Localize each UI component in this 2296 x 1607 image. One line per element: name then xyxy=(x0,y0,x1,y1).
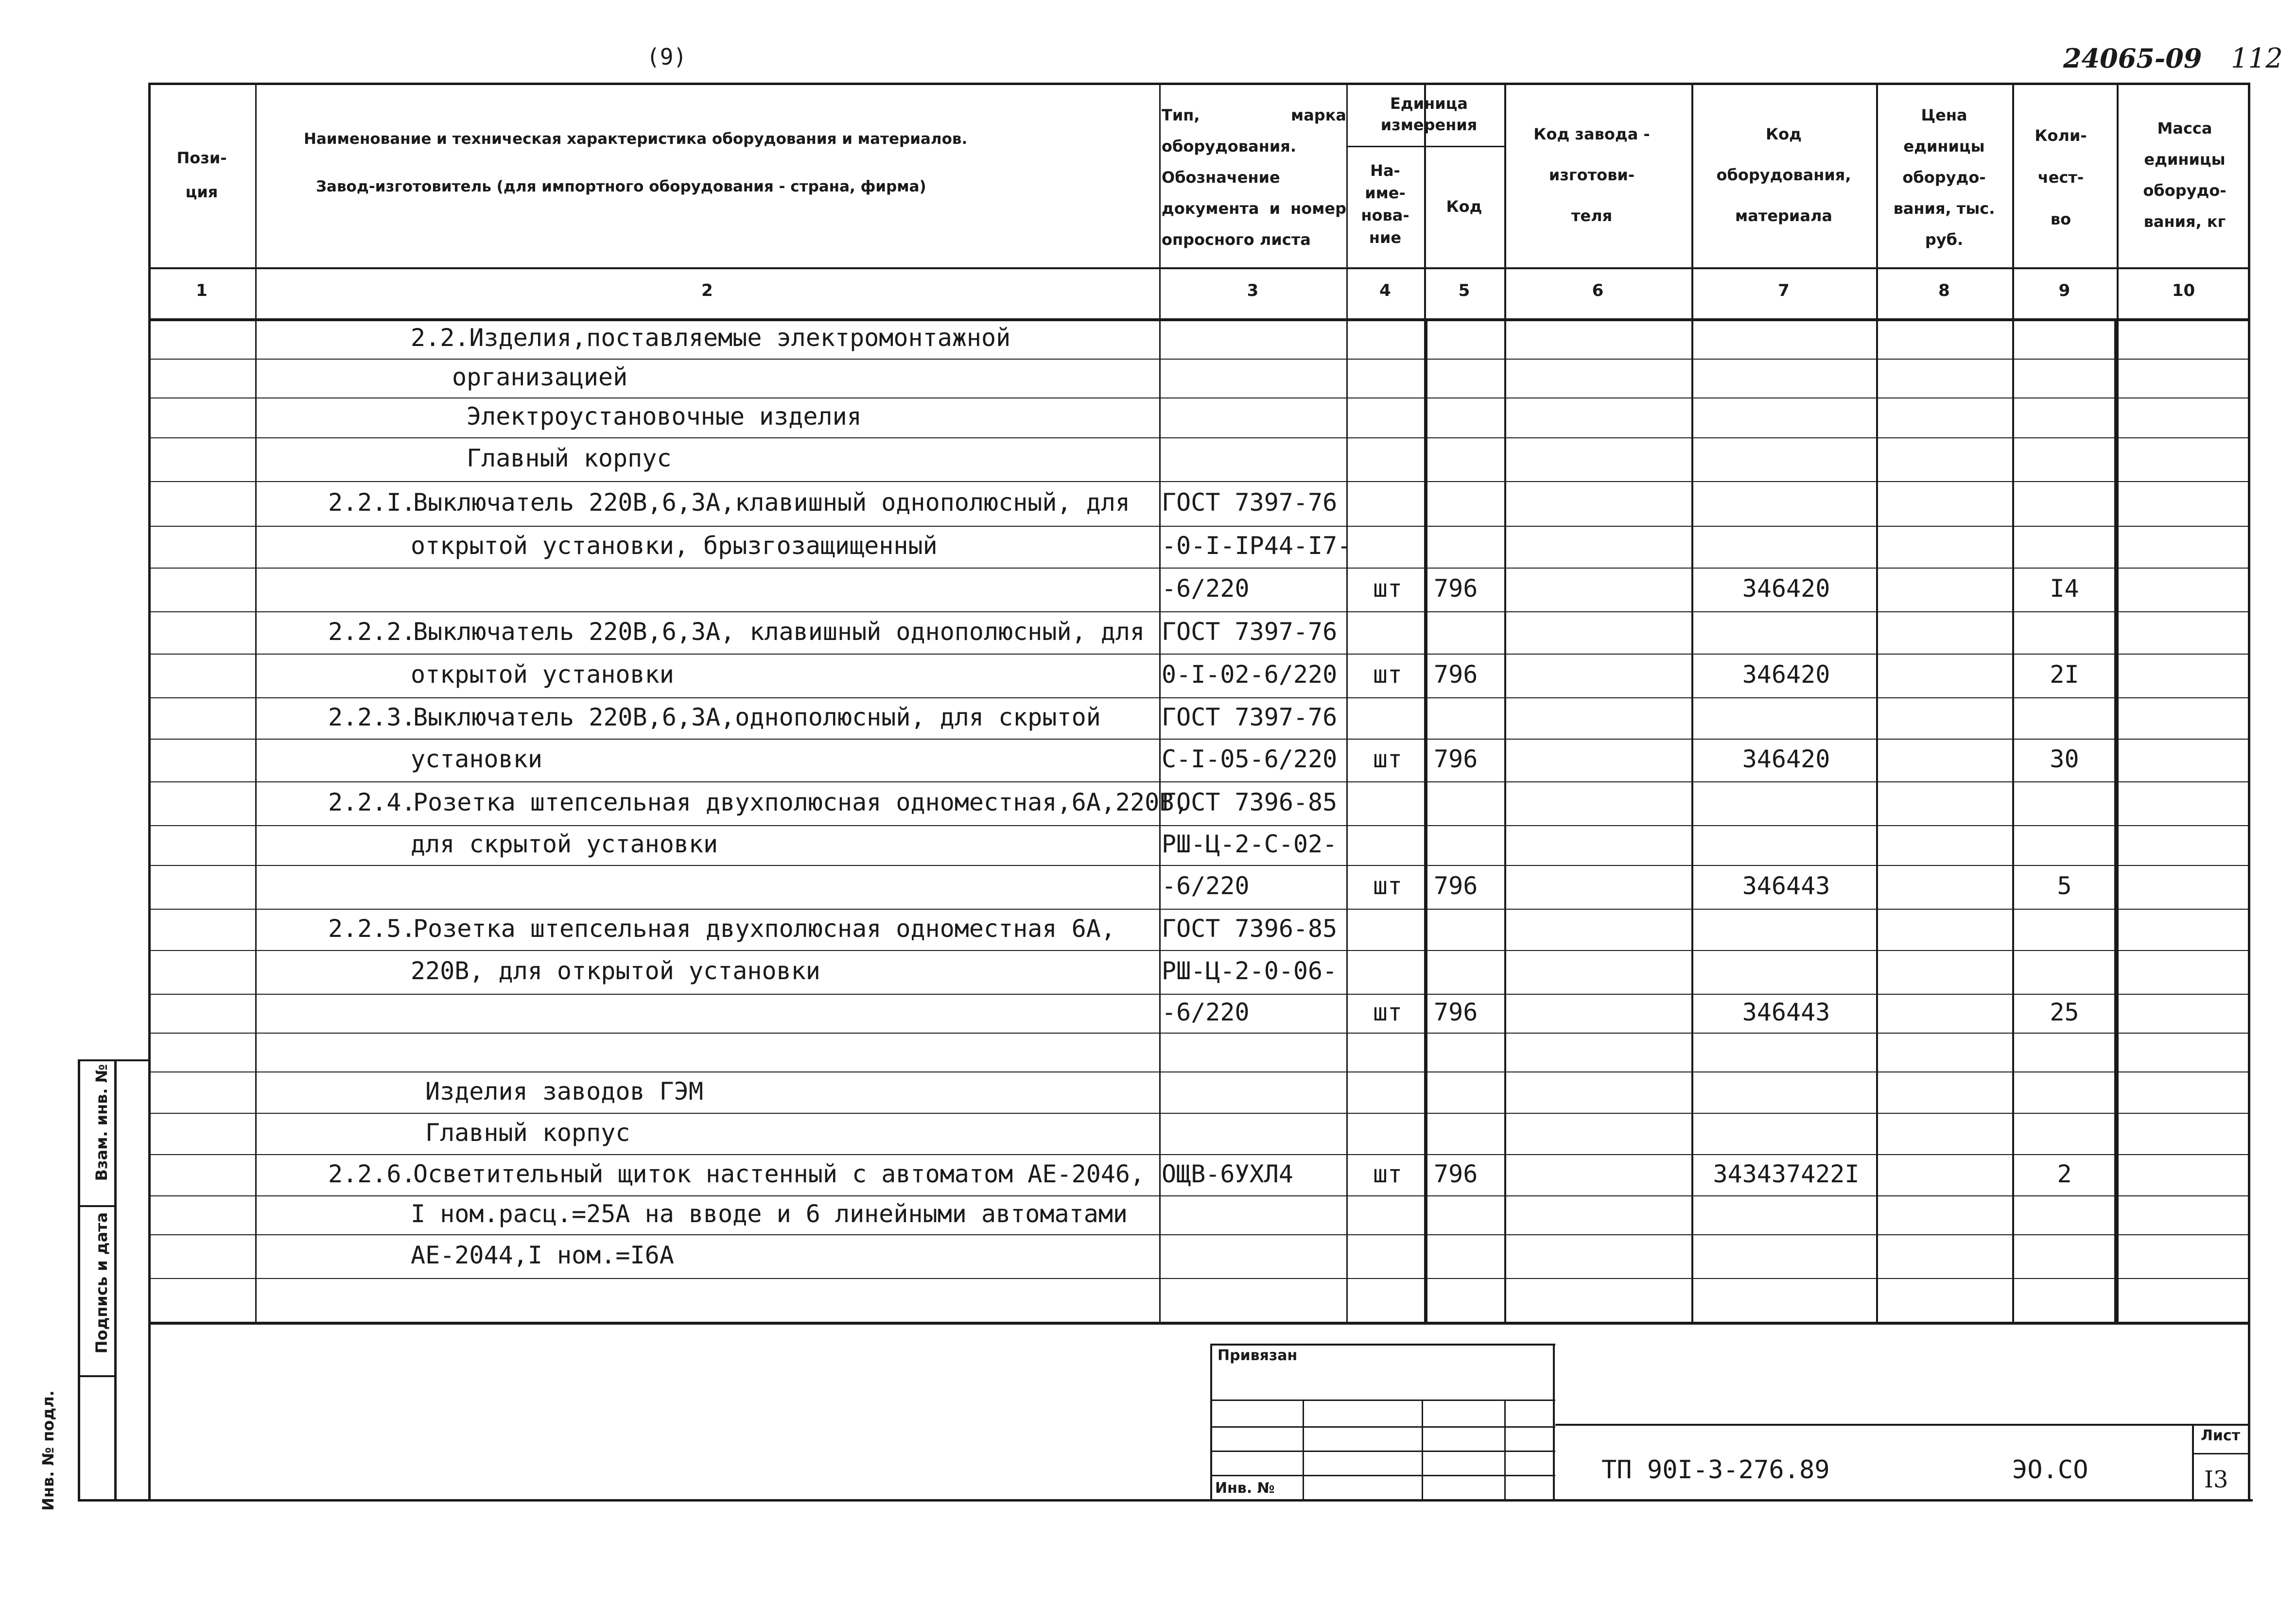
row-line xyxy=(148,739,2250,740)
row-unit-code: 796 xyxy=(1434,1159,1478,1188)
archive-page-number: 112 xyxy=(2231,43,2283,74)
column-number-3: 3 xyxy=(1247,281,1259,300)
row-name: АЕ-2044,I ном.=I6А xyxy=(411,1241,674,1269)
archive-number: 24065-09 xyxy=(2063,43,2202,74)
row-unit: шт xyxy=(1373,745,1403,773)
sheet-cell-divider xyxy=(2192,1453,2250,1454)
col-header-material-code: Код оборудования, материала xyxy=(1716,125,1851,225)
row-name: 220В, для открытой установки xyxy=(411,957,820,985)
row-type: ГОСТ 7397-76 xyxy=(1162,617,1338,646)
table-bottom-border xyxy=(148,1322,2250,1325)
column-divider xyxy=(1691,83,1693,1322)
row-quantity: 5 xyxy=(2057,872,2072,900)
col-header-mass: Масса единицы оборудо- вания, кг xyxy=(2143,119,2226,231)
row-position: 2.2.4. xyxy=(328,788,416,816)
sheet-number: I3 xyxy=(2204,1466,2228,1493)
column-number-8: 8 xyxy=(1938,281,1950,300)
row-line xyxy=(148,359,2250,360)
row-quantity: 2I xyxy=(2050,660,2079,689)
side-label-inv-podl: Инв. № подл. xyxy=(39,1390,57,1511)
row-material-code: 346443 xyxy=(1742,998,1830,1026)
page-label: (9) xyxy=(646,44,687,70)
row-material-code: 346420 xyxy=(1742,574,1830,603)
stamp-row xyxy=(1210,1451,1555,1452)
table-top-border xyxy=(148,83,2250,85)
row-unit: шт xyxy=(1373,872,1403,900)
side-strip-div2 xyxy=(78,1375,117,1377)
column-divider xyxy=(2012,83,2014,1322)
stamp-col xyxy=(1303,1400,1304,1502)
row-name: открытой установки xyxy=(411,660,674,689)
stamp-row xyxy=(1210,1475,1555,1476)
row-type: ГОСТ 7397-76 xyxy=(1162,703,1338,731)
row-name: Главный корпус xyxy=(425,1118,630,1147)
side-label-vzam-inv: Взам. инв. № xyxy=(92,1064,111,1181)
stamp-row xyxy=(1210,1426,1555,1428)
column-number-2: 2 xyxy=(701,281,713,300)
row-line xyxy=(148,1071,2250,1072)
row-line xyxy=(148,1154,2250,1155)
row-line xyxy=(148,397,2250,398)
row-unit: шт xyxy=(1373,660,1403,689)
side-label-signature-date: Подпись и дата xyxy=(92,1212,111,1354)
column-number-5: 5 xyxy=(1458,281,1470,300)
column-divider xyxy=(1876,83,1878,1322)
column-divider xyxy=(255,83,257,1322)
header-bottom-border xyxy=(148,267,2250,269)
row-name: 2.2.Изделия,поставляемые электромонтажной xyxy=(411,323,1011,352)
row-position: 2.2.6. xyxy=(328,1159,416,1188)
row-name: открытой установки, брызгозащищенный xyxy=(411,532,938,560)
column-divider xyxy=(1504,83,1506,1322)
column-number-9: 9 xyxy=(2058,281,2070,300)
row-type: -6/220 xyxy=(1162,574,1250,603)
sheet-label: Лист xyxy=(2201,1427,2241,1444)
column-number-7: 7 xyxy=(1778,281,1790,300)
column-number-6: 6 xyxy=(1592,281,1604,300)
row-quantity: 2 xyxy=(2057,1159,2072,1188)
row-line xyxy=(148,781,2250,782)
row-type: ГОСТ 7397-76 xyxy=(1162,488,1338,517)
table-left-border xyxy=(148,83,151,1322)
col-header-position: Пози- ция xyxy=(176,149,227,201)
side-strip-inner xyxy=(114,1059,117,1502)
row-material-code: 343437422I xyxy=(1713,1159,1860,1188)
row-line xyxy=(148,437,2250,438)
row-line xyxy=(148,654,2250,655)
row-quantity: I4 xyxy=(2050,574,2079,603)
bottom-zone-left xyxy=(148,1322,151,1502)
row-unit-code: 796 xyxy=(1434,872,1478,900)
row-line xyxy=(148,697,2250,698)
row-line xyxy=(148,1033,2250,1034)
unit-group-divider xyxy=(1346,146,1504,147)
row-line xyxy=(148,950,2250,951)
row-name: для скрытой установки xyxy=(411,830,718,858)
row-material-code: 346420 xyxy=(1742,745,1830,773)
row-position: 2.2.I. xyxy=(328,488,416,517)
row-unit: шт xyxy=(1373,574,1403,603)
row-line xyxy=(148,568,2250,569)
row-material-code: 346443 xyxy=(1742,872,1830,900)
col-header-name-line1: Наименование и техническая характеристика оборудования и материалов. xyxy=(304,130,968,148)
row-position: 2.2.2. xyxy=(328,617,416,646)
col-header-factory-code: Код завода - изготови- теля xyxy=(1533,125,1650,225)
col-header-unit-code: Код xyxy=(1446,197,1482,216)
row-name: Розетка штепсельная двухполюсная одноместная,6А,220В, xyxy=(413,788,1189,816)
row-quantity: 30 xyxy=(2050,745,2079,773)
column-number-4: 4 xyxy=(1379,281,1391,300)
row-line xyxy=(148,865,2250,866)
col-header-quantity: Коли- чест- во xyxy=(2035,126,2087,228)
block-border-left xyxy=(1424,318,1427,1322)
row-unit: шт xyxy=(1373,998,1403,1026)
column-number-10: 10 xyxy=(2172,281,2195,300)
stamp-right xyxy=(1553,1344,1555,1502)
row-name: Выключатель 220В,6,3А,клавишный однополюсный, для xyxy=(413,488,1131,517)
row-line xyxy=(148,909,2250,910)
row-name: I ном.расц.=25А на вводе и 6 линейными автоматами xyxy=(411,1200,1128,1228)
row-line xyxy=(148,994,2250,995)
row-line xyxy=(148,825,2250,826)
row-position: 2.2.3. xyxy=(328,703,416,731)
row-unit-code: 796 xyxy=(1434,745,1478,773)
stamp-top xyxy=(1210,1344,1555,1346)
col-header-type: Тип, марка оборудования. Обозначение документа и номер опросного листа xyxy=(1162,106,1346,249)
row-position: 2.2.5. xyxy=(328,914,416,943)
stamp-left xyxy=(1210,1344,1212,1502)
row-name: организацией xyxy=(452,363,628,391)
row-name: Осветительный щиток настенный с автоматом АЕ-2046, xyxy=(413,1159,1145,1188)
stamp-title: Привязан xyxy=(1218,1347,1298,1364)
row-unit: шт xyxy=(1373,1159,1403,1188)
col-header-price: Цена единицы оборудо- вания, тыс. руб. xyxy=(1893,106,1995,249)
col-header-unit-name: На- име- нова- ние xyxy=(1361,161,1409,247)
row-type: -6/220 xyxy=(1162,998,1250,1026)
stamp-col xyxy=(1504,1400,1506,1502)
row-name: Розетка штепсельная двухполюсная одноместная 6А, xyxy=(413,914,1115,943)
row-name: Главный корпус xyxy=(467,444,672,472)
column-divider xyxy=(1346,83,1348,1322)
drawing-mark: ЭО.СО xyxy=(2012,1455,2088,1485)
column-number-bottom-border xyxy=(148,318,2250,321)
row-type: ГОСТ 7396-85 xyxy=(1162,914,1338,943)
row-type: -0-I-IP44-I7- xyxy=(1162,532,1352,560)
side-strip-outer xyxy=(78,1059,80,1502)
row-type: ГОСТ 7396-85 xyxy=(1162,788,1338,816)
row-line xyxy=(148,481,2250,482)
stamp-col xyxy=(1422,1400,1423,1502)
row-type: РШ-Ц-2-0-06- xyxy=(1162,957,1338,985)
col-header-name-line2: Завод-изготовитель (для импортного оборудования - страна, фирма) xyxy=(316,178,926,195)
row-type: -6/220 xyxy=(1162,872,1250,900)
row-type: РШ-Ц-2-С-02- xyxy=(1162,830,1338,858)
col-header-unit-group: Единица измерения xyxy=(1380,94,1478,134)
row-name: Выключатель 220В,6,3А,однополюсный, для скрытой xyxy=(413,703,1101,731)
row-material-code: 346420 xyxy=(1742,660,1830,689)
row-unit-code: 796 xyxy=(1434,574,1478,603)
side-strip-top xyxy=(78,1059,148,1061)
column-divider xyxy=(1159,83,1161,1322)
stamp-inv-label: Инв. № xyxy=(1215,1480,1275,1497)
sheet-cell-left xyxy=(2192,1424,2194,1502)
row-type: ОЩВ-6УХЛ4 xyxy=(1162,1159,1293,1188)
title-block-top xyxy=(1555,1424,2250,1426)
row-type: С-I-05-6/220 xyxy=(1162,745,1338,773)
row-line xyxy=(148,1234,2250,1235)
row-name: Изделия заводов ГЭМ xyxy=(425,1077,703,1106)
column-number-1: 1 xyxy=(196,281,208,300)
row-name: установки xyxy=(411,745,542,773)
page-right-border xyxy=(2248,1322,2250,1502)
document-code: ТП 90I-3-276.89 xyxy=(1601,1455,1830,1485)
row-line xyxy=(148,611,2250,612)
row-line xyxy=(148,1113,2250,1114)
page-bottom-border xyxy=(78,1499,2253,1502)
table-right-border xyxy=(2248,83,2250,1327)
row-line xyxy=(148,1278,2250,1279)
stamp-row xyxy=(1210,1400,1555,1401)
row-name: Выключатель 220В,6,3А, клавишный однополюсный, для xyxy=(413,617,1145,646)
row-type: 0-I-02-6/220 xyxy=(1162,660,1338,689)
row-unit-code: 796 xyxy=(1434,998,1478,1026)
row-line xyxy=(148,1195,2250,1196)
row-quantity: 25 xyxy=(2050,998,2079,1026)
row-unit-code: 796 xyxy=(1434,660,1478,689)
row-name: Электроустановочные изделия xyxy=(467,402,862,431)
row-line xyxy=(148,526,2250,527)
